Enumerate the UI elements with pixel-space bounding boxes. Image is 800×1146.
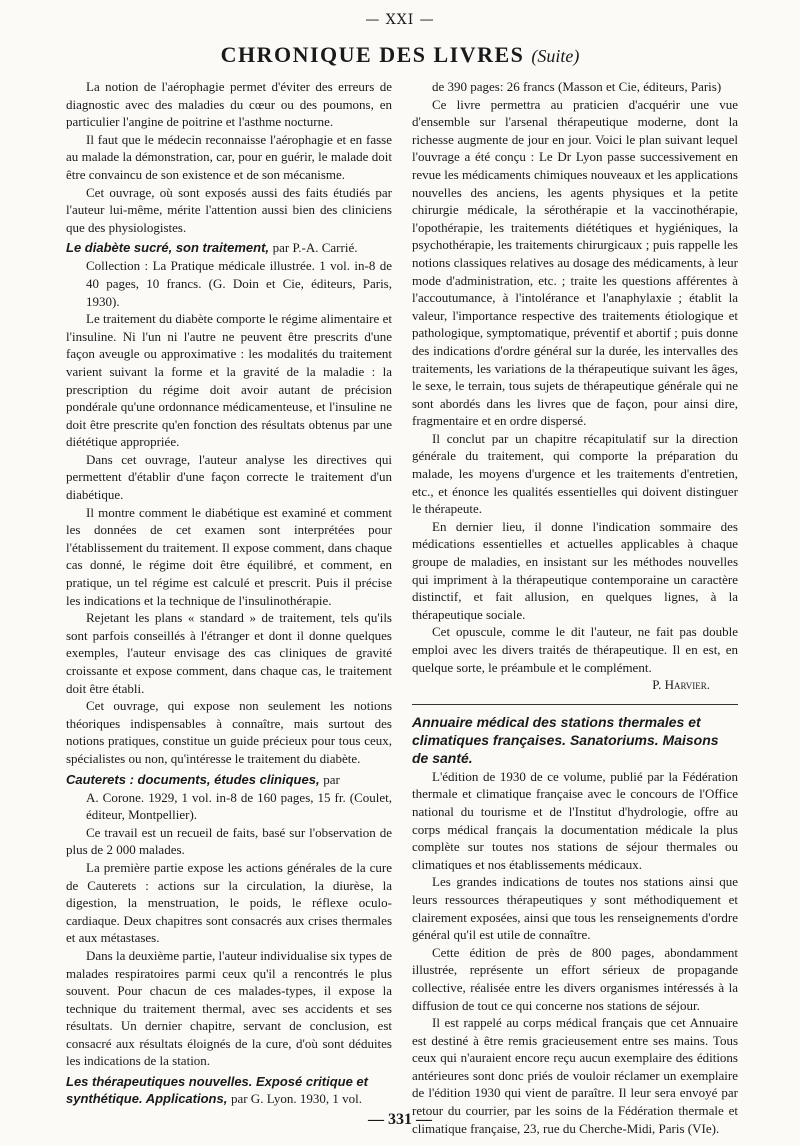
aerophagie-paragraph-1: La notion de l'aérophagie permet d'éviter des erreurs de diagnostic avec des maladies du cœur ou des poumons, en particulier l'angine de poitrine et l'asthme nocturne. <box>66 79 392 130</box>
diabete-paragraph-3: Il montre comment le diabétique est examiné et comment les données de cet examen sont interprétées pour l'établissement du traitement. Il expose comment, dans chaque cas donné, le régime doit être équilibré, et comment, en pratique, un tel régime est calculé et prescrit. Puis il précise les indications et la technique de l'insulinothérapie. <box>66 504 392 608</box>
annuaire-paragraph-1: L'édition de 1930 de ce volume, publié par la Fédération thermale et climatique française avec le concours de l'Office national du tourisme et de l'Institut d'hydrologie, offre au corps médical français la documentation médicale la plus complète sur toutes nos stations de séjour thermales ou climatiques et nos établissements médicaux. <box>412 768 738 872</box>
diabete-publication-info: Collection : La Pratique médicale illustrée. 1 vol. in-8 de 40 pages, 10 francs. (G. Doin et Cie, éditeurs, Paris, 1930). <box>86 258 392 309</box>
therapeutiques-title: Les thérapeutiques nouvelles. Exposé critique et synthétique. Applications, <box>66 1074 368 1107</box>
review-heading-annuaire: Annuaire médical des stations thermales et climatiques françaises. Sanatoriums. Maisons de santé. <box>412 713 719 766</box>
therapeutiques-paragraph-4: Cet opuscule, comme le dit l'auteur, ne fait pas double emploi avec les divers traités de thérapeutique. Il en est, en quelque sorte, le préambule et le complément. <box>412 624 738 675</box>
review-heading-diabete <box>66 239 392 256</box>
diabete-paragraph-1: Le traitement du diabète comporte le régime alimentaire et l'insuline. Ni l'un ni l'autre ne peuvent être prescrits d'une façon aveugle ou approximative : les modalités du traitement varient suivant la forme et la gravité de la maladie : la prescription du régime doit avoir autant de précision pondérale qu'une ordonnance médicamenteuse, et l'insuline ne doit être prescrite qu'en fonction des résultats obtenus par une diététique appropriée. <box>66 311 392 450</box>
title-suffix: (Suite) <box>531 46 580 66</box>
page-folio: — XXI — <box>365 12 435 28</box>
page-title <box>0 42 800 69</box>
cauterets-byline: par <box>323 771 340 787</box>
annuaire-paragraph-3: Cette édition de près de 800 pages, abondamment illustrée, représente un effort sérieux de propagande collective, réalisée entre les divers organismes intéressés à la diffusion de tout ce qui concerne nos stations de séjour. <box>412 944 738 1013</box>
cauterets-title: Cauterets : documents, études cliniques, <box>66 771 320 787</box>
cauterets-publication-info: A. Corone. 1929, 1 vol. in-8 de 160 pages, 15 fr. (Coulet, éditeur, Montpellier). <box>86 789 392 823</box>
diabete-title: Le diabète sucré, son traitement, <box>66 240 270 256</box>
review-heading-therapeutiques <box>66 1073 392 1107</box>
aerophagie-paragraph-2: Il faut que le médecin reconnaisse l'aérophagie et en fasse au malade la démonstration, car, pour en guérir, le malade doit être convaincu de son existence et de son mécanisme. <box>66 131 392 182</box>
therapeutiques-publication-info: de 390 pages: 26 francs (Masson et Cie, éditeurs, Paris) <box>432 79 722 94</box>
review-heading-cauterets <box>66 771 392 788</box>
left-column <box>66 78 392 1108</box>
therapeutiques-paragraph-1: Ce livre permettra au praticien d'acquérir une vue d'ensemble sur l'arsenal thérapeutique moderne, dont la richesse augmente de jour en jour. Voici le plan suivant lequel l'ouvrage a été conçu : Le Dr Lyon passe successivement en revue les médicaments chimiques nouveaux et les applications nouvelles des anciens, les agents physiques et la petite chirurgie médicale, la sérothérapie et la vaccinothérapie, l'opothérapie, les traitements diététiques et hygiéniques, la psychothérapie, les traitements chirurgicaux ; puis rappelle les notions classiques relatives au dosage des médicaments, à leur mode d'administration, etc. ; traite les questions afférentes à l'accoutumance, à l'intolérance et l'anaphylaxie ; établit la valeur, l'importance respective des traitements étiologique et pathologique, symptomatique, préventif et abortif ; puis donne des indications d'ordre général sur la durée, les intervalles des traitements, les variations de la thérapeutique suivant les âges, le sexe, le terrain, tous sujets de thérapeutique générale qui ne sont abordés dans les livres que de façon, pour ainsi dire, fragmentaire et en ordre dispersé. <box>412 96 738 429</box>
diabete-byline: par P.-A. Carrié. <box>272 240 358 256</box>
right-column <box>412 78 738 1137</box>
cauterets-paragraph-1: Ce travail est un recueil de faits, basé sur l'observation de plus de 2 000 malades. <box>66 824 392 858</box>
therapeutiques-paragraph-2: Il conclut par un chapitre récapitulatif sur la direction générale du traitement, qui comporte la préparation du malade, les moyens d'urgence et les traitements d'entretien, etc., et énonce les qualités essentielles qui doivent distinguer le thérapeute. <box>412 430 738 517</box>
reviewer-signature: P. Harvier. <box>652 677 710 693</box>
therapeutiques-paragraph-3: En dernier lieu, il donne l'indication sommaire des médications essentielles et actuelles applicables à chaque groupe de maladies, en insistant sur les méthodes nouvelles qui impriment à la thérapeutique contemporaine un caractère distinctif, et fait allusion, en quelques lignes, à la thérapeutique sociale. <box>412 518 738 622</box>
annuaire-paragraph-4: Il est rappelé au corps médical français que cet Annuaire est destiné à être remis gracieusement entre ses mains. Tous ceux qui n'auraient encore reçu aucun exemplaire des éditions antérieures sont donc priés de vouloir réclamer un exemplaire de l'édition 1930 qui vient de paraître. Il leur sera envoyé par retour du courrier, par les soins de la Fédération thermale et climatique française, 23, rue du Cherche-Midi, Paris (VIe). <box>412 1015 738 1136</box>
title-text: CHRONIQUE DES LIVRES <box>220 42 525 67</box>
cauterets-paragraph-3: Dans la deuxième partie, l'auteur individualise six types de malades respiratoires parmi ceux qu'il a rencontrés le plus souvent. Pour chacun de ces malades-types, il expose la technique du traitement thermal, avec ses accidents et ses résultats. Un dernier chapitre, servant de conclusion, est consacré aux résultats éloignés de la cure, d'où sont déduites les indications de la station. <box>66 947 392 1069</box>
annuaire-paragraph-2: Les grandes indications de toutes nos stations ainsi que leurs ressources thérapeutiques y sont méthodiquement et clairement exposées, ainsi que tous les renseignements d'ordre général qu'il est utile de connaître. <box>412 874 738 943</box>
diabete-paragraph-4: Rejetant les plans « standard » de traitement, tels qu'ils sont parfois conseillés à l'étranger et dont il donne quelques exemples, l'auteur envisage des cas cliniques de gravité croissante et expose comment, dans chaque cas, le traitement doit être établi. <box>66 610 392 696</box>
diabete-paragraph-5: Cet ouvrage, qui expose non seulement les notions théoriques indispensables à connaître, mais surtout des notions pratiques, constitue un guide précieux pour tous ceux, spécialistes ou non, qu'intéresse le traitement du diabète. <box>66 698 392 766</box>
cauterets-paragraph-2: La première partie expose les actions générales de la cure de Cauterets : actions sur la circulation, la diurèse, la digestion, la menstruation, le poids, le réflexe oculo-cardiaque. Deux chapitres sont consacrés aux crises thermales et aux métastases. <box>66 859 392 946</box>
page-number: — 331 — <box>368 1111 432 1128</box>
aerophagie-paragraph-3: Cet ouvrage, où sont exposés aussi des faits étudiés par l'auteur lui-même, mérite l'attention aussi bien des cliniciens que des physiologistes. <box>66 184 392 235</box>
therapeutiques-byline: par G. Lyon. 1930, 1 vol. <box>230 1091 363 1107</box>
diabete-paragraph-2: Dans cet ouvrage, l'auteur analyse les directives qui permettent d'établir d'une façon correcte le traitement d'un diabétique. <box>66 451 392 503</box>
section-divider <box>412 704 738 705</box>
